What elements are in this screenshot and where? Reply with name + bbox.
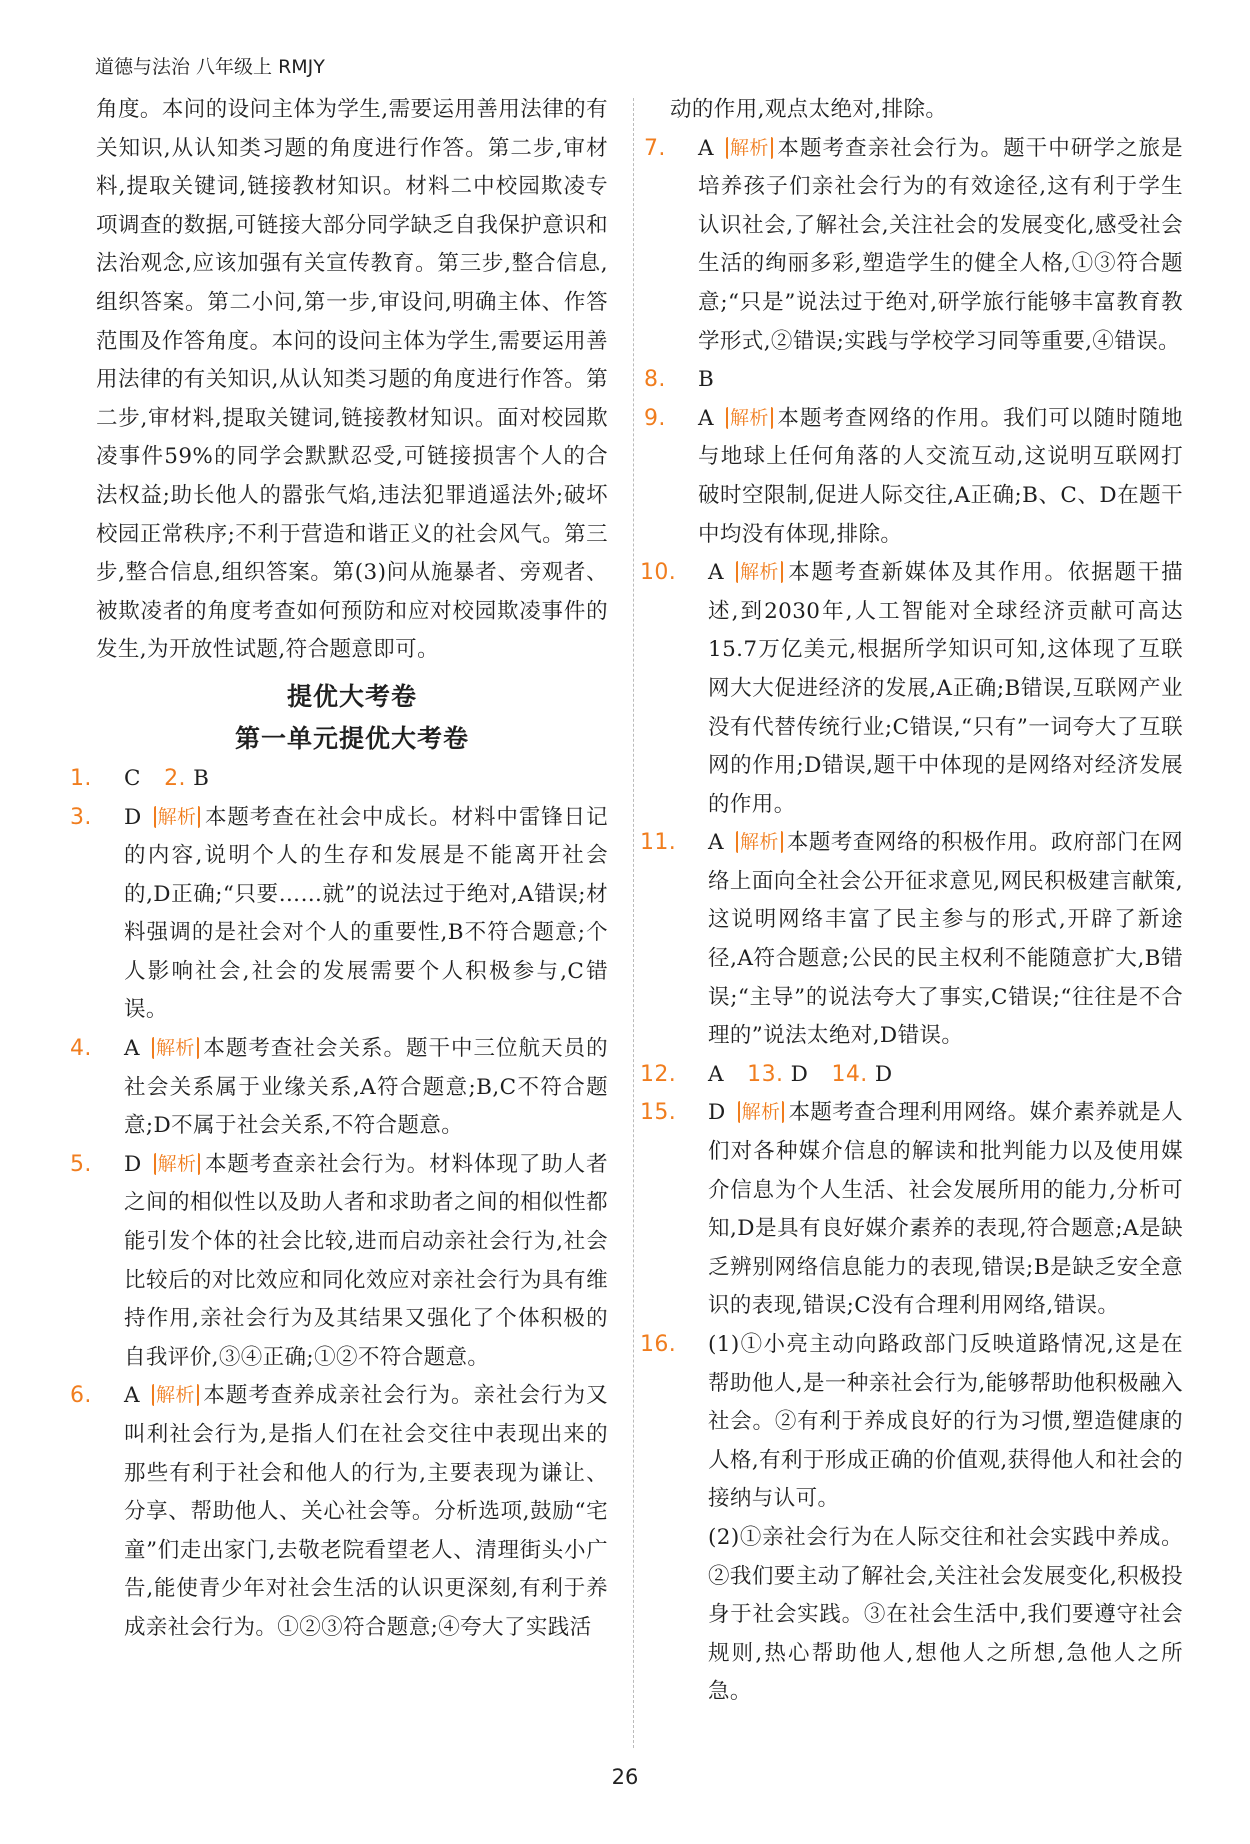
answer-letter: D xyxy=(874,1061,893,1087)
question-number: 14. xyxy=(831,1061,868,1087)
answer-letter: A xyxy=(698,405,714,431)
question-number: 5. xyxy=(70,1151,92,1177)
analysis-text: 本题考查合理利用网络。媒介素养就是人们对各种媒介信息的解读和批判能力以及使用媒介信息为个人生活、社会发展所用的能力,分析可知,D是具有良好媒介素养的表现,符合题意;A是缺乏辨别网络信息能力的表现,错误;B是缺乏安全意识的表现,错误;C没有合理利用网络,错误。 xyxy=(708,1100,1183,1319)
question-number: 7. xyxy=(644,135,666,161)
question-number: 3. xyxy=(70,804,92,830)
answer-letter: D xyxy=(124,804,142,830)
analysis-tag: 解析 xyxy=(736,561,783,583)
answer-letter: D xyxy=(124,1151,142,1177)
analysis-tag: 解析 xyxy=(738,1101,785,1123)
answer-item xyxy=(70,799,608,1031)
analysis-text: 本题考查网络的积极作用。政府部门在网络上面向全社会公开征求意见,网民积极建言献策,这说明网络丰富了民主参与的形式,开辟了新途径,A符合题意;公民的民主权利不能随意扩大,B错误;“主导”的说法夸大了事实,C错误;“往往是不合理的”说法太绝对,D错误。 xyxy=(708,830,1183,1049)
answer-part-2: (2)①亲社会行为在人际交往和社会实践中养成。②我们要主动了解社会,关注社会发展变化,积极投身于社会实践。③在社会生活中,我们要遵守社会规则,热心帮助他人,想他人之所想,急他人之所急。 xyxy=(708,1524,1183,1705)
analysis-tag: 解析 xyxy=(726,137,773,159)
question-number: 4. xyxy=(70,1036,92,1062)
page-header: 道德与法治 八年级上 RMJY xyxy=(95,56,325,78)
answer-letter: A xyxy=(698,135,714,161)
answer-item xyxy=(640,1326,1183,1712)
answer-letter: A xyxy=(708,560,724,586)
answer-part-1: (1)①小亮主动向路政部门反映道路情况,这是在帮助他人,是一种亲社会行为,能够帮助他积极融入社会。②有利于养成良好的行为习惯,塑造健康的人格,有利于形成正确的价值观,获得他人和社会的接纳与认可。 xyxy=(708,1332,1183,1512)
analysis-text: 本题考查网络的作用。我们可以随时随地与地球上任何角落的人交流互动,这说明互联网打破时空限制,促进人际交往,A正确;B、C、D在题干中均没有体现,排除。 xyxy=(698,405,1183,547)
analysis-tag: 解析 xyxy=(154,806,201,828)
answer-item xyxy=(70,1030,608,1146)
answer-letter: A xyxy=(124,1383,140,1409)
answer-item xyxy=(640,1094,1183,1326)
analysis-tag: 解析 xyxy=(726,407,773,429)
question-number: 2. xyxy=(164,765,186,791)
question-number: 6. xyxy=(70,1383,92,1409)
question-number: 11. xyxy=(640,830,677,856)
question-number: 8. xyxy=(644,367,666,393)
analysis-tag: 解析 xyxy=(154,1153,201,1175)
answer-item xyxy=(640,554,1183,824)
answer-letter: A xyxy=(708,1061,724,1087)
column-divider xyxy=(633,98,634,1748)
question-number: 1. xyxy=(70,765,92,791)
question-number: 16. xyxy=(640,1332,677,1357)
answer-letter: B xyxy=(193,765,210,791)
answer-item xyxy=(644,361,1183,400)
question-number: 9. xyxy=(644,405,666,431)
answer-item xyxy=(640,1056,1183,1095)
analysis-tag: 解析 xyxy=(152,1037,199,1059)
page-number: 26 xyxy=(611,1765,639,1789)
answer-item xyxy=(644,400,1183,554)
analysis-text: 本题考查社会关系。题干中三位航天员的社会关系属于业缘关系,A符合题意;B,C不符合题意;D不属于社会关系,不符合题意。 xyxy=(124,1036,608,1139)
answer-letter: A xyxy=(708,830,724,856)
section-title: 提优大考卷 xyxy=(286,681,417,711)
analysis-text: 本题考查亲社会行为。题干中研学之旅是培养孩子们亲社会行为的有效途径,这有利于学生认识社会,了解社会,关注社会的发展变化,感受社会生活的绚丽多彩,塑造学生的健全人格,①③符合题意;“只是”说法过于绝对,研学旅行能够丰富教育教学形式,②错误;实践与学校学习同等重要,④错误。 xyxy=(698,135,1183,354)
answer-item xyxy=(640,824,1183,1056)
analysis-text: 本题考查在社会中成长。材料中雷锋日记的内容,说明个人的生存和发展是不能离开社会的,D正确;“只要……就”的说法过于绝对,A错误;材料强调的是社会对个人的重要性,B不符合题意;个人影响社会,社会的发展需要个人积极参与,C错误。 xyxy=(124,804,608,1023)
analysis-text: 本题考查亲社会行为。材料体现了助人者之间的相似性以及助人者和求助者之间的相似性都能引发个体的社会比较,进而启动亲社会行为,社会比较后的对比效应和同化效应对亲社会行为具有维持作用,亲社会行为及其结果又强化了个体积极的自我评价,③④正确;①②不符合题意。 xyxy=(124,1151,608,1370)
answer-item xyxy=(70,760,608,799)
question-number: 13. xyxy=(747,1061,784,1087)
left-column xyxy=(70,91,608,1648)
continued-explanation: 角度。本问的设问主体为学生,需要运用善用法律的有关知识,从认知类习题的角度进行作答。第二步,审材料,提取关键词,链接教材知识。材料二中校园欺凌专项调查的数据,可链接大部分同学缺乏自我保护意识和法治观念,应该加强有关宣传教育。第三步,整合信息,组织答案。第二小问,第一步,审设问,明确主体、作答范围及作答角度。本问的设问主体为学生,需要运用善用法律的有关知识,从认知类习题的角度进行作答。第二步,审材料,提取关键词,链接教材知识。面对校园欺凌事件59%的同学会默默忍受,可链接损害个人的合法权益;助长他人的嚣张气焰,违法犯罪逍遥法外;破坏校园正常秩序;不利于营造和谐正义的社会风气。第三步,整合信息,组织答案。第(3)问从施暴者、旁观者、被欺凌者的角度考查如何预防和应对校园欺凌事件的发生,为开放性试题,符合题意即可。 xyxy=(96,97,608,663)
answer-letter: D xyxy=(708,1100,726,1126)
question-number: 12. xyxy=(640,1061,677,1087)
answer-letter: A xyxy=(124,1036,140,1062)
analysis-text: 本题考查新媒体及其作用。依据题干描述,到2030年,人工智能对全球经济贡献可高达15.7万亿美元,根据所学知识可知,这体现了互联网大大促进经济的发展,A正确;B错误,互联网产业没有代替传统行业;C错误,“只有”一词夸大了互联网的作用;D错误,题干中体现的是网络对经济发展的作用。 xyxy=(708,560,1183,817)
question-number: 15. xyxy=(640,1100,677,1126)
analysis-text: 本题考查养成亲社会行为。亲社会行为又叫利社会行为,是指人们在社会交往中表现出来的那些有利于社会和他人的行为,主要表现为谦让、分享、帮助他人、关心社会等。分析选项,鼓励“宅童”们走出家门,去敬老院看望老人、清理街头小广告,能使青少年对社会生活的认识更深刻,有利于养成亲社会行为。①②③符合题意;④夸大了实践活 xyxy=(124,1383,608,1640)
answer-item xyxy=(70,1146,608,1378)
analysis-tag: 解析 xyxy=(736,831,783,853)
answer-item xyxy=(70,1377,608,1647)
analysis-tag: 解析 xyxy=(152,1384,199,1406)
answer-letter: C xyxy=(124,765,141,791)
answer-letter: D xyxy=(790,1061,809,1087)
continued-explanation: 动的作用,观点太绝对,排除。 xyxy=(670,97,948,122)
question-number: 10. xyxy=(640,560,677,586)
right-column xyxy=(640,91,1183,1712)
answer-item xyxy=(644,130,1183,362)
answer-letter: B xyxy=(698,367,715,393)
unit-title: 第一单元提优大考卷 xyxy=(234,723,469,753)
